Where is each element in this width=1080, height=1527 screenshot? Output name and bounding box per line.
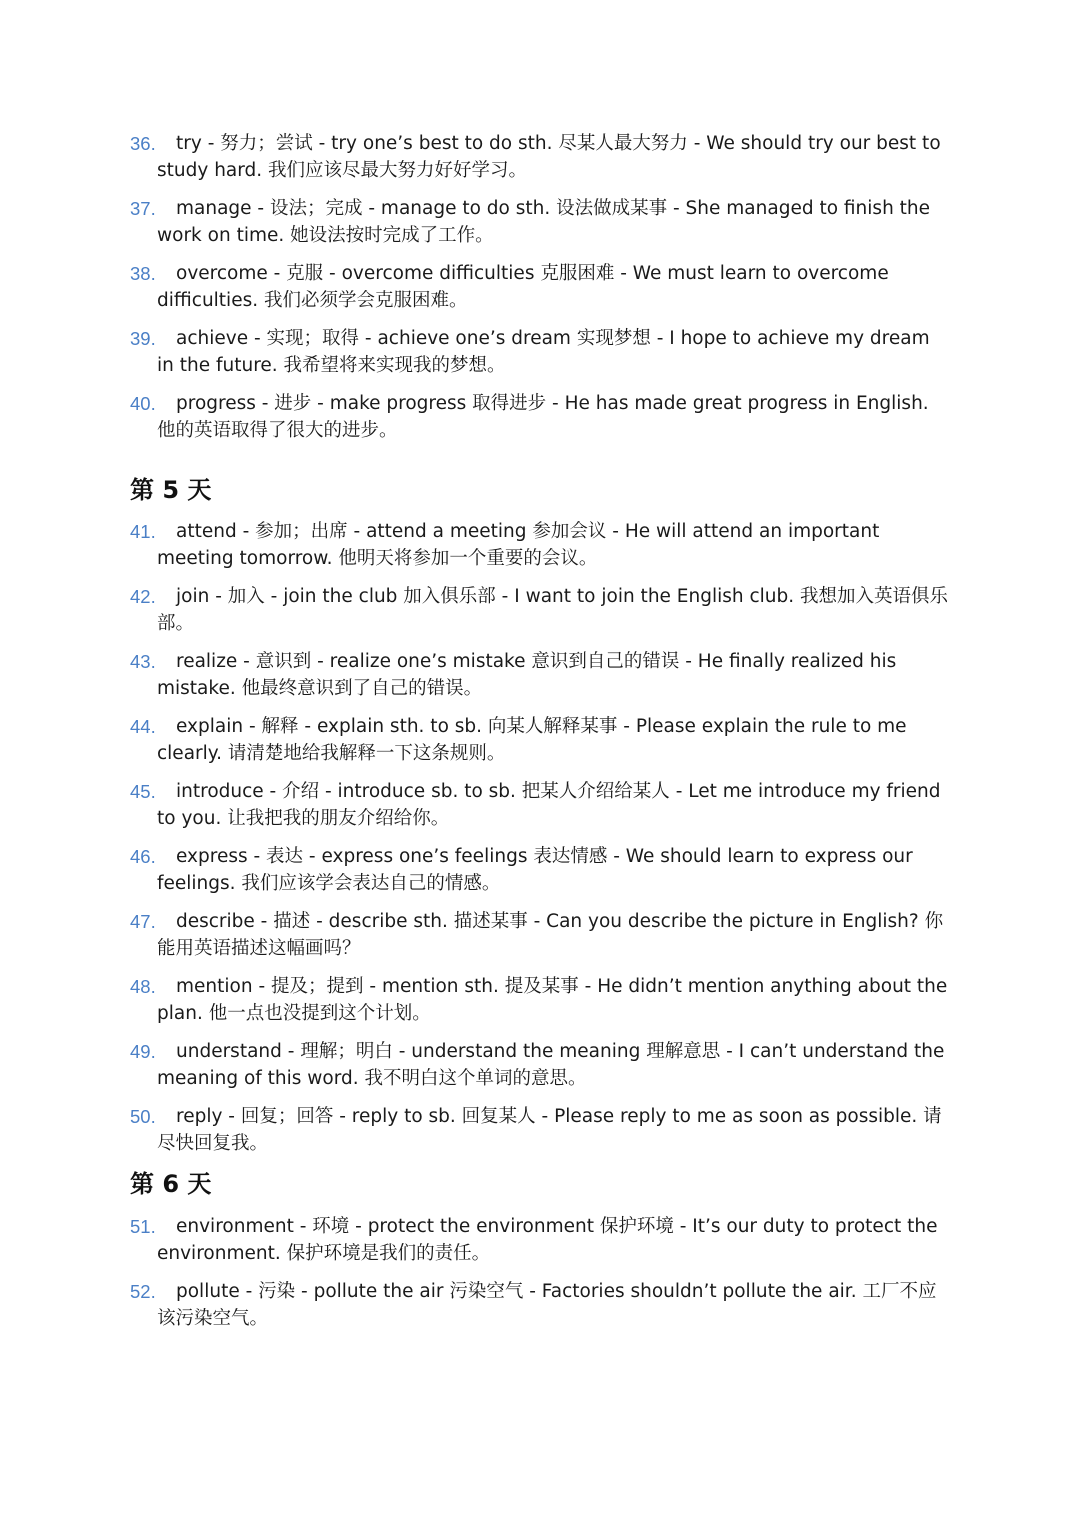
- entry-number: 37.: [130, 198, 156, 219]
- entry-number: 40.: [130, 393, 156, 414]
- entry-number: 47.: [130, 911, 156, 932]
- entry-text: progress - 进步 - make progress 取得进步 - He has made great progress in English. 他的英语取得了很大的进步。: [157, 393, 929, 441]
- entry-text: explain - 解释 - explain sth. to sb. 向某人解释某事 - Please explain the rule to me clearly. 请清楚地给我解释一下这条规则。: [157, 716, 907, 764]
- entry-number: 50.: [130, 1106, 156, 1127]
- entry-number: 46.: [130, 846, 156, 867]
- entry-text: overcome - 克服 - overcome difficulties 克服困难 - We must learn to overcome difficulties. 我们必须学会克服困难。: [157, 263, 889, 311]
- entry-number: 43.: [130, 651, 156, 672]
- entry-text: reply - 回复；回答 - reply to sb. 回复某人 - Please reply to me as soon as possible. 请尽快回复我。: [157, 1106, 942, 1154]
- entry-text: understand - 理解；明白 - understand the meaning 理解意思 - I can’t understand the meaning of this word. 我不明白这个单词的意思。: [157, 1041, 945, 1089]
- entry-number: 49.: [130, 1041, 156, 1062]
- entry-text: introduce - 介绍 - introduce sb. to sb. 把某人介绍给某人 - Let me introduce my friend to you. 让我把我的朋友介绍给你。: [157, 781, 941, 829]
- entry-number: 52.: [130, 1281, 156, 1302]
- entry-text: environment - 环境 - protect the environment 保护环境 - It’s our duty to protect the environment. 保护环境是我们的责任。: [157, 1216, 938, 1264]
- entry-text: pollute - 污染 - pollute the air 污染空气 - Factories shouldn’t pollute the air. 工厂不应该污染空气。: [157, 1281, 937, 1329]
- entry-text: realize - 意识到 - realize one’s mistake 意识到自己的错误 - He finally realized his mistake. 他最终意识到了自己的错误。: [157, 651, 897, 699]
- entry-number: 42.: [130, 586, 156, 607]
- entry-number: 38.: [130, 263, 156, 284]
- entry-number: 48.: [130, 976, 156, 997]
- entry-number: 44.: [130, 716, 156, 737]
- entry-text: attend - 参加；出席 - attend a meeting 参加会议 - He will attend an important meeting tomorrow. 他明天将参加一个重要的会议。: [157, 521, 880, 569]
- entry-number: 39.: [130, 328, 156, 349]
- entry-text: mention - 提及；提到 - mention sth. 提及某事 - He didn’t mention anything about the plan. 他一点也没提到这个计划。: [157, 976, 948, 1024]
- entry-number: 45.: [130, 781, 156, 802]
- entry-number: 41.: [130, 521, 156, 542]
- entry-text: try - 努力；尝试 - try one’s best to do sth. 尽某人最大努力 - We should try our best to study hard. 我们应该尽最大努力好好学习。: [157, 133, 941, 181]
- day-6-heading: 第 6 天: [130, 1170, 212, 1198]
- entry-text: join - 加入 - join the club 加入俱乐部 - I want to join the English club. 我想加入英语俱乐部。: [157, 586, 949, 634]
- day-5-heading: 第 5 天: [130, 476, 212, 504]
- entry-text: manage - 设法；完成 - manage to do sth. 设法做成某事 - She managed to finish the work on time. 她设法按时完成了工作。: [157, 198, 931, 246]
- entry-text: express - 表达 - express one’s feelings 表达情感 - We should learn to express our feelings. 我们应该学会表达自己的情感。: [157, 846, 913, 894]
- entry-text: achieve - 实现；取得 - achieve one’s dream 实现梦想 - I hope to achieve my dream in the future. 我希望将来实现我的梦想。: [157, 328, 930, 376]
- entry-number: 51.: [130, 1216, 156, 1237]
- entry-number: 36.: [130, 133, 156, 154]
- entry-text: describe - 描述 - describe sth. 描述某事 - Can you describe the picture in English? 你能用英语描述这幅画吗？: [157, 911, 944, 959]
